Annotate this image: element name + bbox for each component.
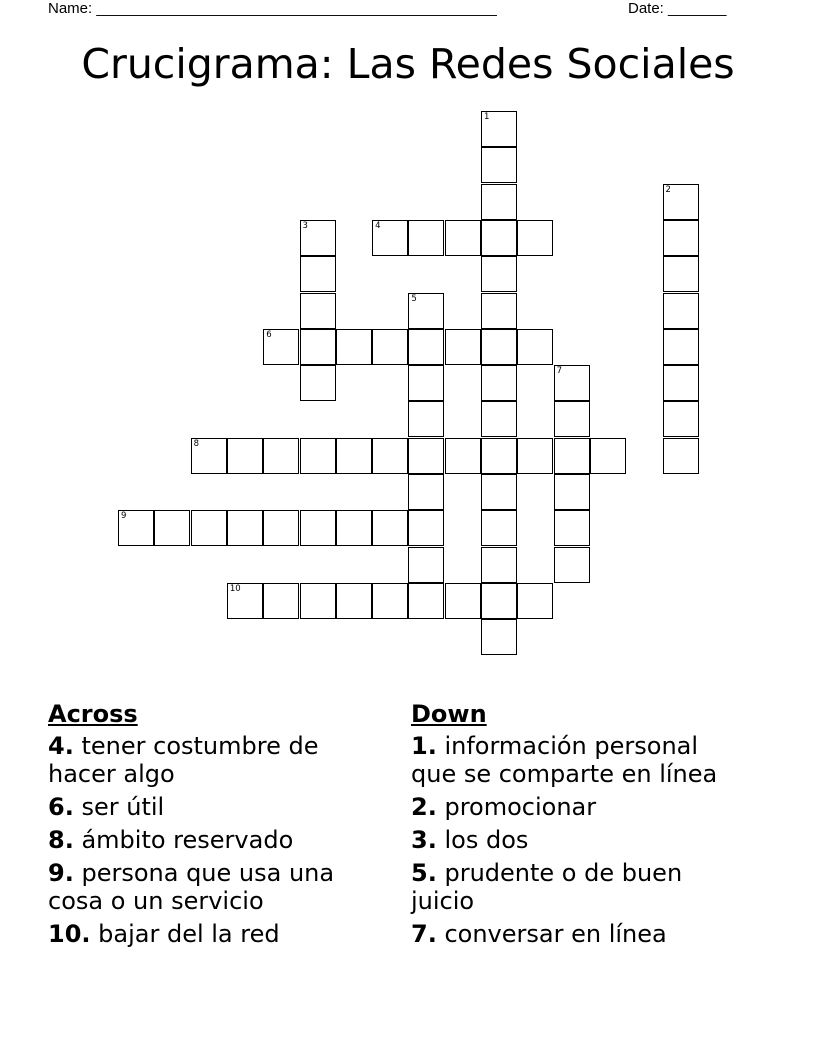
clue-down-2 — [411, 793, 741, 821]
grid-cell[interactable] — [663, 401, 699, 437]
cell-number: 7 — [556, 366, 563, 377]
clue-text: prudente o de buen juicio — [411, 859, 683, 915]
grid-cell[interactable] — [554, 365, 590, 401]
clue-text: información personal que se comparte en línea — [411, 732, 718, 788]
grid-cell[interactable] — [481, 547, 517, 583]
grid-cell[interactable] — [408, 438, 444, 474]
cell-number: 3 — [302, 220, 308, 231]
grid-cell[interactable] — [408, 365, 444, 401]
cell-number: 5 — [411, 293, 417, 304]
clue-down-3 — [411, 826, 741, 854]
grid-cell[interactable] — [481, 293, 517, 329]
grid-cell[interactable] — [336, 510, 372, 546]
grid-cell[interactable] — [227, 510, 263, 546]
grid-cell[interactable] — [372, 510, 408, 546]
clue-across-8 — [48, 826, 378, 854]
cell-number: 2 — [665, 184, 671, 195]
grid-cell[interactable] — [372, 329, 408, 365]
clue-across-6 — [48, 793, 378, 821]
clue-text: los dos — [444, 826, 529, 854]
clue-down-7 — [411, 920, 741, 948]
grid-cell[interactable] — [481, 256, 517, 292]
clue-text: conversar en línea — [444, 920, 667, 948]
grid-cell[interactable] — [445, 220, 481, 256]
clue-number: 4. — [48, 732, 74, 760]
clue-number: 7. — [411, 920, 437, 948]
grid-cell[interactable] — [554, 438, 590, 474]
clue-across-9 — [48, 859, 378, 915]
grid-cell[interactable] — [663, 365, 699, 401]
grid-cell[interactable] — [154, 510, 190, 546]
cell-number: 1 — [484, 112, 490, 122]
clue-number: 2. — [411, 793, 437, 821]
grid-cell[interactable] — [336, 329, 372, 365]
grid-cell[interactable] — [554, 474, 590, 510]
date-label: Date: — [628, 0, 664, 17]
grid-cell[interactable] — [300, 220, 336, 256]
grid-cell[interactable] — [481, 111, 517, 147]
grid-cell[interactable] — [481, 147, 517, 183]
grid-cell[interactable] — [663, 220, 699, 256]
clue-text: ámbito reservado — [81, 826, 294, 854]
grid-cell[interactable] — [263, 329, 299, 365]
grid-cell[interactable] — [663, 293, 699, 329]
name-label: Name: — [48, 0, 93, 17]
cell-number: 8 — [193, 438, 200, 449]
grid-cell[interactable] — [481, 329, 517, 365]
down-heading: Down — [411, 700, 487, 728]
date-blank: _______ — [668, 0, 727, 17]
grid-cell[interactable] — [408, 510, 444, 546]
grid-cell[interactable] — [300, 293, 336, 329]
clue-number: 5. — [411, 859, 437, 887]
cell-number: 10 — [229, 583, 241, 594]
down-clues — [411, 700, 741, 953]
grid-cell[interactable] — [408, 583, 444, 619]
grid-cell[interactable] — [445, 438, 481, 474]
clue-text: ser útil — [81, 793, 165, 821]
clue-number: 8. — [48, 826, 74, 854]
grid-cell[interactable] — [481, 619, 517, 655]
grid-cell[interactable] — [300, 583, 336, 619]
clue-number: 6. — [48, 793, 74, 821]
page-title: Crucigrama: Las Redes Sociales — [81, 40, 735, 88]
grid-cell[interactable] — [481, 401, 517, 437]
grid-cell[interactable] — [408, 401, 444, 437]
clue-text: persona que usa una cosa o un servicio — [48, 859, 335, 915]
grid-cell[interactable] — [191, 510, 227, 546]
grid-cell[interactable] — [227, 438, 263, 474]
grid-cell[interactable] — [517, 220, 553, 256]
grid-cell[interactable] — [263, 510, 299, 546]
grid-cell[interactable] — [408, 220, 444, 256]
header-line — [48, 0, 748, 20]
grid-cell[interactable] — [663, 438, 699, 474]
grid-cell[interactable] — [481, 365, 517, 401]
grid-cell[interactable] — [481, 438, 517, 474]
grid-cell[interactable] — [554, 510, 590, 546]
grid-cell[interactable] — [300, 510, 336, 546]
cell-number: 6 — [266, 329, 272, 340]
grid-cell[interactable] — [263, 583, 299, 619]
across-clues — [48, 700, 378, 953]
grid-cell[interactable] — [408, 474, 444, 510]
grid-cell[interactable] — [554, 547, 590, 583]
grid-cell[interactable] — [118, 510, 154, 546]
across-heading: Across — [48, 700, 138, 728]
grid-cell[interactable] — [663, 329, 699, 365]
grid-cell[interactable] — [300, 256, 336, 292]
grid-cell[interactable] — [663, 184, 699, 220]
grid-cell[interactable] — [481, 184, 517, 220]
clue-text: tener costumbre de hacer algo — [48, 732, 319, 788]
grid-cell[interactable] — [590, 438, 626, 474]
clue-down-1 — [411, 732, 741, 788]
cell-number: 4 — [375, 220, 381, 231]
clue-across-4 — [48, 732, 378, 788]
grid-cell[interactable] — [336, 438, 372, 474]
grid-cell[interactable] — [481, 510, 517, 546]
grid-cell[interactable] — [517, 583, 553, 619]
cell-number: 9 — [121, 511, 127, 522]
grid-cell[interactable] — [408, 293, 444, 329]
grid-cell[interactable] — [372, 583, 408, 619]
grid-cell[interactable] — [300, 329, 336, 365]
grid-cell[interactable] — [445, 583, 481, 619]
name-blank: ________________________________________________ — [96, 0, 497, 17]
grid-cell[interactable] — [481, 474, 517, 510]
grid-cell[interactable] — [191, 438, 227, 474]
grid-cell[interactable] — [663, 256, 699, 292]
grid-cell[interactable] — [300, 438, 336, 474]
clue-text: bajar del la red — [98, 920, 280, 948]
grid-cell[interactable] — [445, 329, 481, 365]
grid-cell[interactable] — [481, 220, 517, 256]
clue-number: 3. — [411, 826, 437, 854]
grid-cell[interactable] — [517, 438, 553, 474]
clue-number: 10. — [48, 920, 91, 948]
grid-cell[interactable] — [336, 583, 372, 619]
grid-cell[interactable] — [408, 547, 444, 583]
grid-cell[interactable] — [517, 329, 553, 365]
grid-cell[interactable] — [263, 438, 299, 474]
grid-cell[interactable] — [554, 401, 590, 437]
clue-text: promocionar — [444, 793, 597, 821]
clue-down-5 — [411, 859, 741, 915]
clue-number: 1. — [411, 732, 437, 760]
grid-cell[interactable] — [408, 329, 444, 365]
grid-cell[interactable] — [372, 220, 408, 256]
grid-cell[interactable] — [300, 365, 336, 401]
grid-cell[interactable] — [481, 583, 517, 619]
clue-number: 9. — [48, 859, 74, 887]
grid-cell[interactable] — [227, 583, 263, 619]
clue-across-10 — [48, 920, 378, 948]
grid-cell[interactable] — [372, 438, 408, 474]
